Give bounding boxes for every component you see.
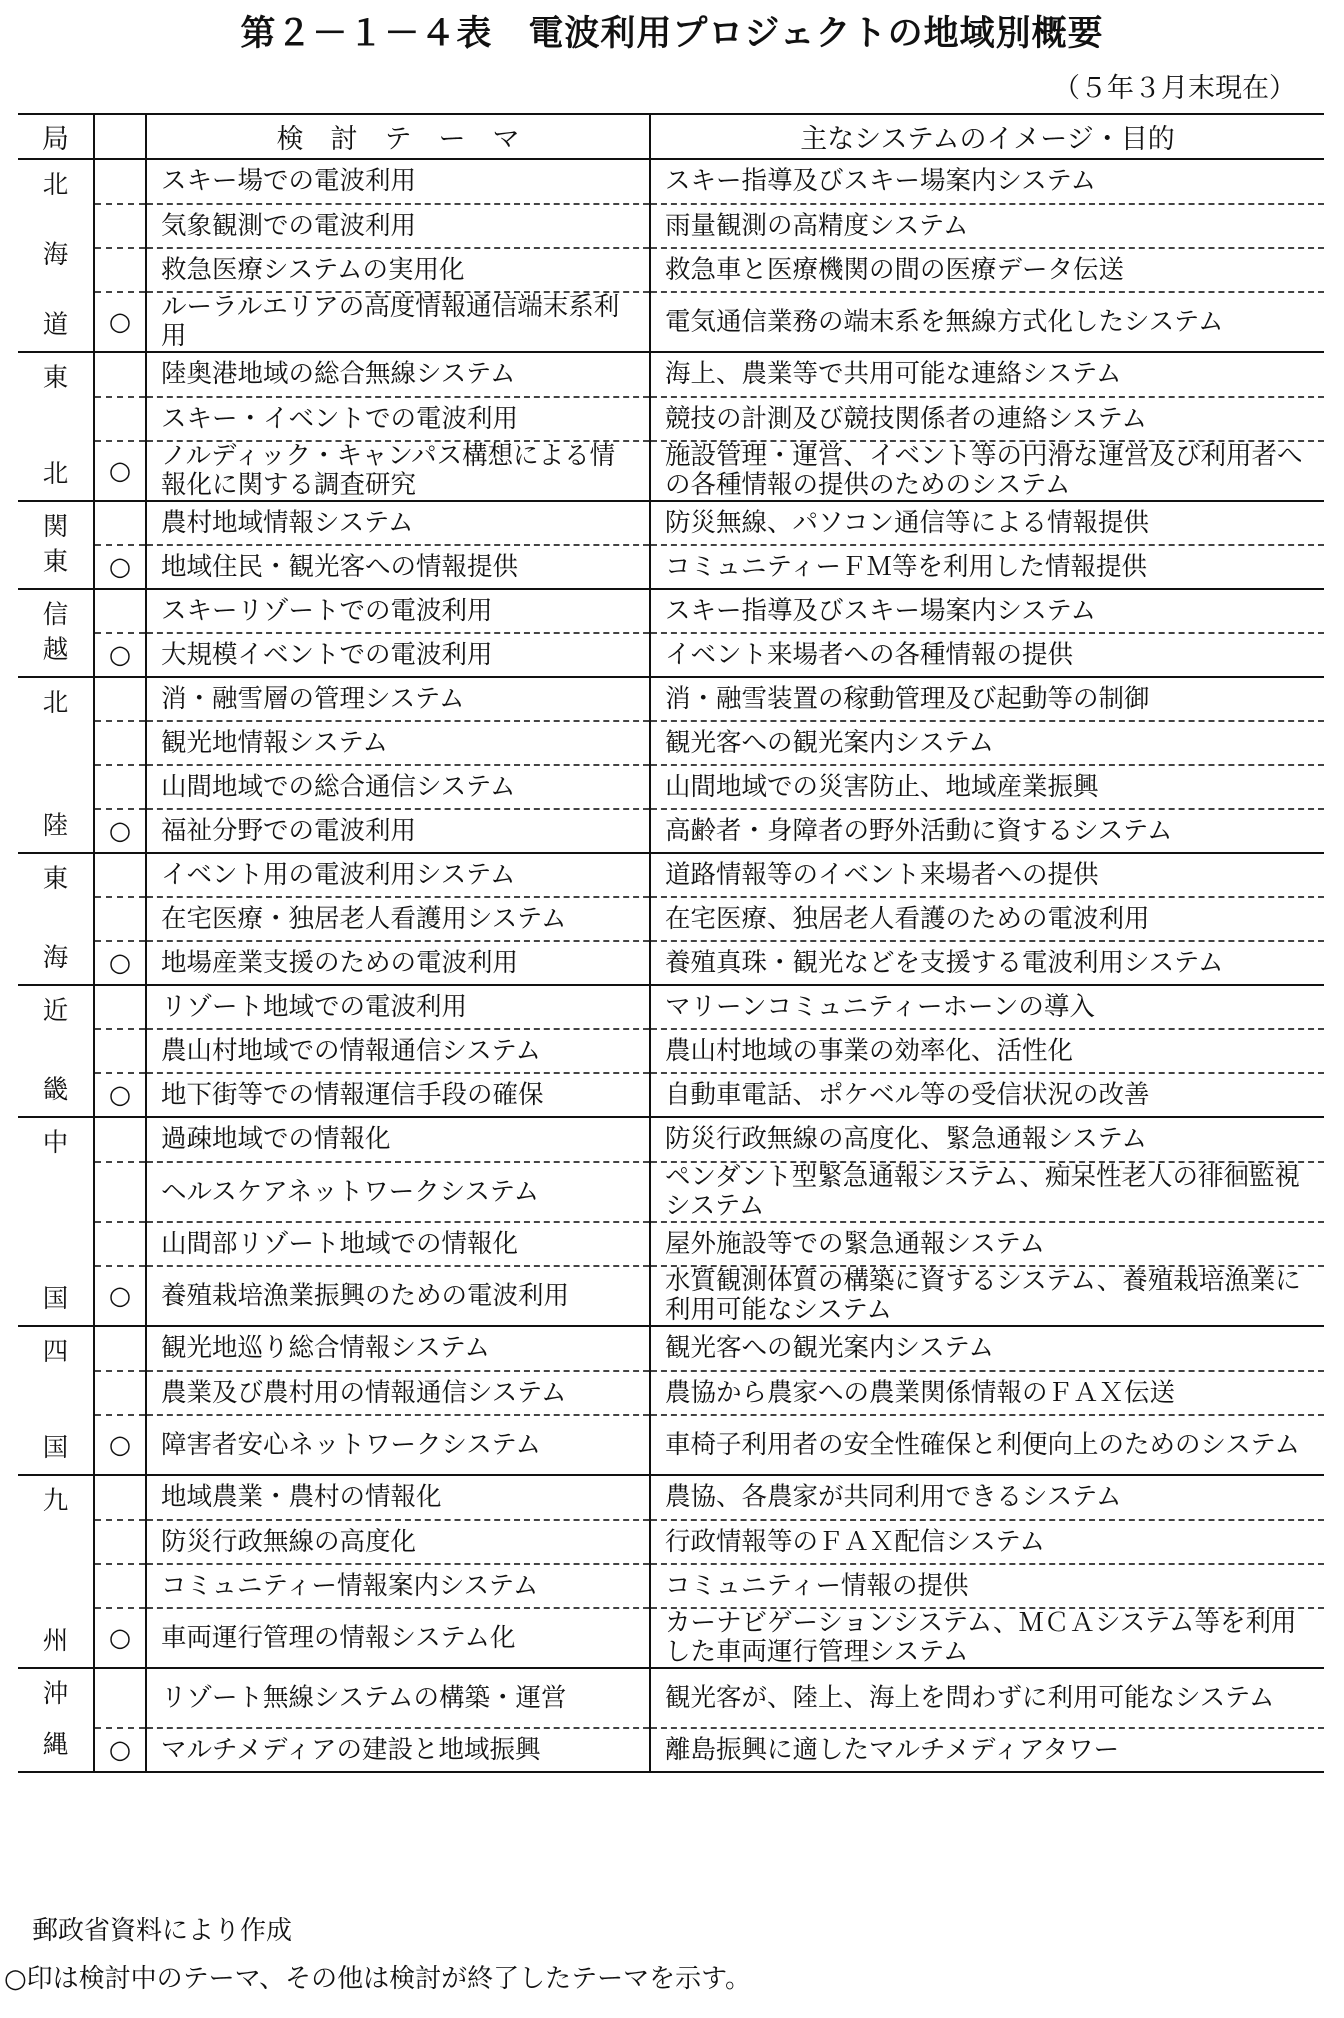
region-name	[18, 595, 93, 671]
region-cell	[18, 853, 94, 985]
status-mark	[94, 1222, 146, 1266]
status-mark: ○	[94, 545, 146, 589]
table-row	[18, 545, 1324, 589]
region-name	[18, 1481, 93, 1662]
table-row	[18, 633, 1324, 677]
header-region: 局	[18, 114, 94, 159]
table-row	[18, 292, 1324, 352]
table-row	[18, 677, 1324, 721]
status-mark	[94, 159, 146, 204]
table-row	[18, 1564, 1324, 1608]
status-mark	[94, 1371, 146, 1415]
table-row	[18, 1728, 1324, 1772]
description-cell: 救急車と医療機関の間の医療データ伝送	[650, 248, 1324, 292]
status-mark: ○	[94, 1266, 146, 1326]
status-mark	[94, 501, 146, 545]
description-cell: 水質観測体質の構築に資するシステム、養殖栽培漁業に利用可能なシステム	[650, 1266, 1324, 1326]
region-name	[18, 991, 93, 1111]
description-cell: 施設管理・運営、イベント等の円滑な運営及び利用者への各種情報の提供のためのシステム	[650, 441, 1324, 501]
theme-cell: スキー場での電波利用	[146, 159, 650, 204]
region-char: 東	[42, 864, 69, 894]
theme-cell: 地下街等での情報運信手段の確保	[146, 1073, 650, 1117]
region-char: 東	[42, 363, 69, 393]
region-cell	[18, 159, 94, 352]
description-cell: 海上、農業等で共用可能な連絡システム	[650, 352, 1324, 397]
description-cell: 観光客への観光案内システム	[650, 721, 1324, 765]
region-name	[18, 1123, 93, 1320]
theme-cell: 山間部リゾート地域での情報化	[146, 1222, 650, 1266]
status-mark	[94, 1564, 146, 1608]
theme-cell: 在宅医療・独居老人看護用システム	[146, 897, 650, 941]
table-row	[18, 1608, 1324, 1668]
theme-cell: 山間地域での総合通信システム	[146, 765, 650, 809]
description-cell: 高齢者・身障者の野外活動に資するシステム	[650, 809, 1324, 853]
theme-cell: 地場産業支援のための電波利用	[146, 941, 650, 985]
table-row	[18, 1520, 1324, 1564]
status-mark	[94, 352, 146, 397]
theme-cell: 大規模イベントでの電波利用	[146, 633, 650, 677]
description-cell: 観光客が、陸上、海上を問わずに利用可能なシステム	[650, 1668, 1324, 1728]
theme-cell: 農村地域情報システム	[146, 501, 650, 545]
status-mark: ○	[94, 1415, 146, 1475]
table-row	[18, 1222, 1324, 1266]
table-row	[18, 501, 1324, 545]
theme-cell: 地域住民・観光客への情報提供	[146, 545, 650, 589]
theme-cell: 農業及び農村用の情報通信システム	[146, 1371, 650, 1415]
region-char: 越	[42, 635, 69, 665]
description-cell: 離島振興に適したマルチメディアタワー	[650, 1728, 1324, 1772]
region-char: 中	[42, 1128, 69, 1158]
description-cell: 競技の計測及び競技関係者の連絡システム	[650, 397, 1324, 441]
theme-cell: 観光地情報システム	[146, 721, 650, 765]
region-char: 北	[42, 459, 69, 489]
status-mark	[94, 721, 146, 765]
region-char: 九	[42, 1486, 69, 1516]
table-row	[18, 985, 1324, 1029]
description-cell: 車椅子利用者の安全性確保と利便向上のためのシステム	[650, 1415, 1324, 1475]
table-row	[18, 1073, 1324, 1117]
region-char: 近	[42, 996, 69, 1026]
status-mark	[94, 1326, 146, 1371]
status-mark	[94, 1162, 146, 1222]
status-mark	[94, 765, 146, 809]
theme-cell: 養殖栽培漁業振興のための電波利用	[146, 1266, 650, 1326]
theme-cell: スキーリゾートでの電波利用	[146, 589, 650, 633]
table-row	[18, 1029, 1324, 1073]
table-row	[18, 397, 1324, 441]
region-name	[18, 1332, 93, 1469]
region-char: 州	[42, 1626, 69, 1656]
region-char: 北	[42, 170, 69, 200]
region-char: 道	[42, 310, 69, 340]
status-mark	[94, 397, 146, 441]
region-name	[18, 507, 93, 583]
table-row	[18, 1326, 1324, 1371]
description-cell: 防災行政無線の高度化、緊急通報システム	[650, 1117, 1324, 1162]
description-cell: 屋外施設等での緊急通報システム	[650, 1222, 1324, 1266]
description-cell: 養殖真珠・観光などを支援する電波利用システム	[650, 941, 1324, 985]
description-cell: イベント来場者への各種情報の提供	[650, 633, 1324, 677]
status-mark: ○	[94, 941, 146, 985]
theme-cell: 農山村地域での情報通信システム	[146, 1029, 650, 1073]
status-mark: ○	[94, 292, 146, 352]
status-mark	[94, 897, 146, 941]
theme-cell: 防災行政無線の高度化	[146, 1520, 650, 1564]
description-cell: 消・融雪装置の稼動管理及び起動等の制御	[650, 677, 1324, 721]
description-cell: 道路情報等のイベント来場者への提供	[650, 853, 1324, 897]
region-cell	[18, 352, 94, 501]
region-char: 縄	[42, 1730, 69, 1760]
region-cell	[18, 1326, 94, 1475]
table-row	[18, 352, 1324, 397]
theme-cell: 過疎地域での情報化	[146, 1117, 650, 1162]
region-char: 海	[42, 943, 69, 973]
description-cell: 雨量観測の高精度システム	[650, 204, 1324, 248]
theme-cell: 陸奥港地域の総合無線システム	[146, 352, 650, 397]
table-row	[18, 809, 1324, 853]
theme-cell: 観光地巡り総合情報システム	[146, 1326, 650, 1371]
status-mark	[94, 677, 146, 721]
status-mark	[94, 1668, 146, 1728]
status-mark	[94, 853, 146, 897]
region-name	[18, 859, 93, 979]
region-cell	[18, 1668, 94, 1772]
header-theme: 検 討 テ ー マ	[146, 114, 650, 159]
description-cell: マリーンコミュニティーホーンの導入	[650, 985, 1324, 1029]
region-char: 四	[42, 1337, 69, 1367]
status-mark: ○	[94, 809, 146, 853]
description-cell: スキー指導及びスキー場案内システム	[650, 159, 1324, 204]
status-mark: ○	[94, 1728, 146, 1772]
description-cell: 自動車電話、ポケベル等の受信状況の改善	[650, 1073, 1324, 1117]
description-cell: スキー指導及びスキー場案内システム	[650, 589, 1324, 633]
theme-cell: リゾート無線システムの構築・運営	[146, 1668, 650, 1728]
region-char: 畿	[42, 1075, 69, 1105]
header-mark	[94, 114, 146, 159]
status-mark: ○	[94, 441, 146, 501]
region-char: 海	[42, 240, 69, 270]
table-row	[18, 1117, 1324, 1162]
source-note: 郵政省資料により作成	[32, 1916, 293, 1946]
status-mark	[94, 1117, 146, 1162]
description-cell: 農協から農家への農業関係情報のＦＡＸ伝送	[650, 1371, 1324, 1415]
status-mark	[94, 589, 146, 633]
description-cell: カーナビゲーションシステム、ＭＣＡシステム等を利用した車両運行管理システム	[650, 1608, 1324, 1668]
region-cell	[18, 677, 94, 853]
table-row	[18, 441, 1324, 501]
table-row	[18, 159, 1324, 204]
description-cell: コミュニティーＦＭ等を利用した情報提供	[650, 545, 1324, 589]
table-row	[18, 765, 1324, 809]
region-char: 東	[42, 547, 69, 577]
region-name	[18, 1674, 93, 1766]
status-mark	[94, 248, 146, 292]
status-mark: ○	[94, 1073, 146, 1117]
region-char: 関	[42, 512, 69, 542]
theme-cell: 障害者安心ネットワークシステム	[146, 1415, 650, 1475]
region-cell	[18, 589, 94, 677]
description-cell: 山間地域での災害防止、地域産業振興	[650, 765, 1324, 809]
region-cell	[18, 1117, 94, 1326]
table-row	[18, 897, 1324, 941]
theme-cell: マルチメディアの建設と地域振興	[146, 1728, 650, 1772]
header-desc: 主なシステムのイメージ・目的	[650, 114, 1324, 159]
theme-cell: ノルディック・キャンパス構想による情報化に関する調査研究	[146, 441, 650, 501]
theme-cell: 消・融雪層の管理システム	[146, 677, 650, 721]
status-mark	[94, 985, 146, 1029]
theme-cell: 気象観測での電波利用	[146, 204, 650, 248]
header-row	[18, 114, 1324, 159]
theme-cell: 地域農業・農村の情報化	[146, 1475, 650, 1520]
theme-cell: 福祉分野での電波利用	[146, 809, 650, 853]
status-mark	[94, 1520, 146, 1564]
table-row	[18, 589, 1324, 633]
description-cell: ペンダント型緊急通報システム、痴呆性老人の徘徊監視システム	[650, 1162, 1324, 1222]
theme-cell: 車両運行管理の情報システム化	[146, 1608, 650, 1668]
project-table	[18, 113, 1324, 1773]
table-title: 第２－１－４表 電波利用プロジェクトの地域別概要	[240, 14, 1104, 54]
region-name	[18, 683, 93, 847]
table-row	[18, 1266, 1324, 1326]
table-row	[18, 1162, 1324, 1222]
region-cell	[18, 501, 94, 589]
theme-cell: 救急医療システムの実用化	[146, 248, 650, 292]
theme-cell: リゾート地域での電波利用	[146, 985, 650, 1029]
as-of-date: （５年３月末現在）	[1053, 73, 1296, 104]
status-mark: ○	[94, 1608, 146, 1668]
description-cell: 防災無線、パソコン通信等による情報提供	[650, 501, 1324, 545]
region-char: 国	[42, 1433, 69, 1463]
description-cell: 電気通信業務の端末系を無線方式化したシステム	[650, 292, 1324, 352]
status-mark	[94, 1029, 146, 1073]
region-char: 陸	[42, 811, 69, 841]
theme-cell: ヘルスケアネットワークシステム	[146, 1162, 650, 1222]
table-row	[18, 1415, 1324, 1475]
theme-cell: ルーラルエリアの高度情報通信端末系利用	[146, 292, 650, 352]
theme-cell: イベント用の電波利用システム	[146, 853, 650, 897]
description-cell: 観光客への観光案内システム	[650, 1326, 1324, 1371]
region-char: 北	[42, 688, 69, 718]
status-mark: ○	[94, 633, 146, 677]
table-row	[18, 248, 1324, 292]
region-char: 信	[42, 600, 69, 630]
region-cell	[18, 1475, 94, 1668]
region-char: 国	[42, 1284, 69, 1314]
region-name	[18, 165, 93, 346]
table-row	[18, 204, 1324, 248]
theme-cell: スキー・イベントでの電波利用	[146, 397, 650, 441]
theme-cell: コミュニティー情報案内システム	[146, 1564, 650, 1608]
legend-note: ○印は検討中のテーマ、その他は検討が終了したテーマを示す。	[4, 1964, 752, 1994]
table-row	[18, 853, 1324, 897]
description-cell: 在宅医療、独居老人看護のための電波利用	[650, 897, 1324, 941]
status-mark	[94, 1475, 146, 1520]
table-row	[18, 1475, 1324, 1520]
table-row	[18, 941, 1324, 985]
region-cell	[18, 985, 94, 1117]
description-cell: 行政情報等のＦＡＸ配信システム	[650, 1520, 1324, 1564]
table-row	[18, 1668, 1324, 1728]
region-name	[18, 358, 93, 495]
description-cell: 農協、各農家が共同利用できるシステム	[650, 1475, 1324, 1520]
status-mark	[94, 204, 146, 248]
table-row	[18, 1371, 1324, 1415]
table-row	[18, 721, 1324, 765]
description-cell: 農山村地域の事業の効率化、活性化	[650, 1029, 1324, 1073]
region-char: 沖	[42, 1679, 69, 1709]
description-cell: コミュニティー情報の提供	[650, 1564, 1324, 1608]
